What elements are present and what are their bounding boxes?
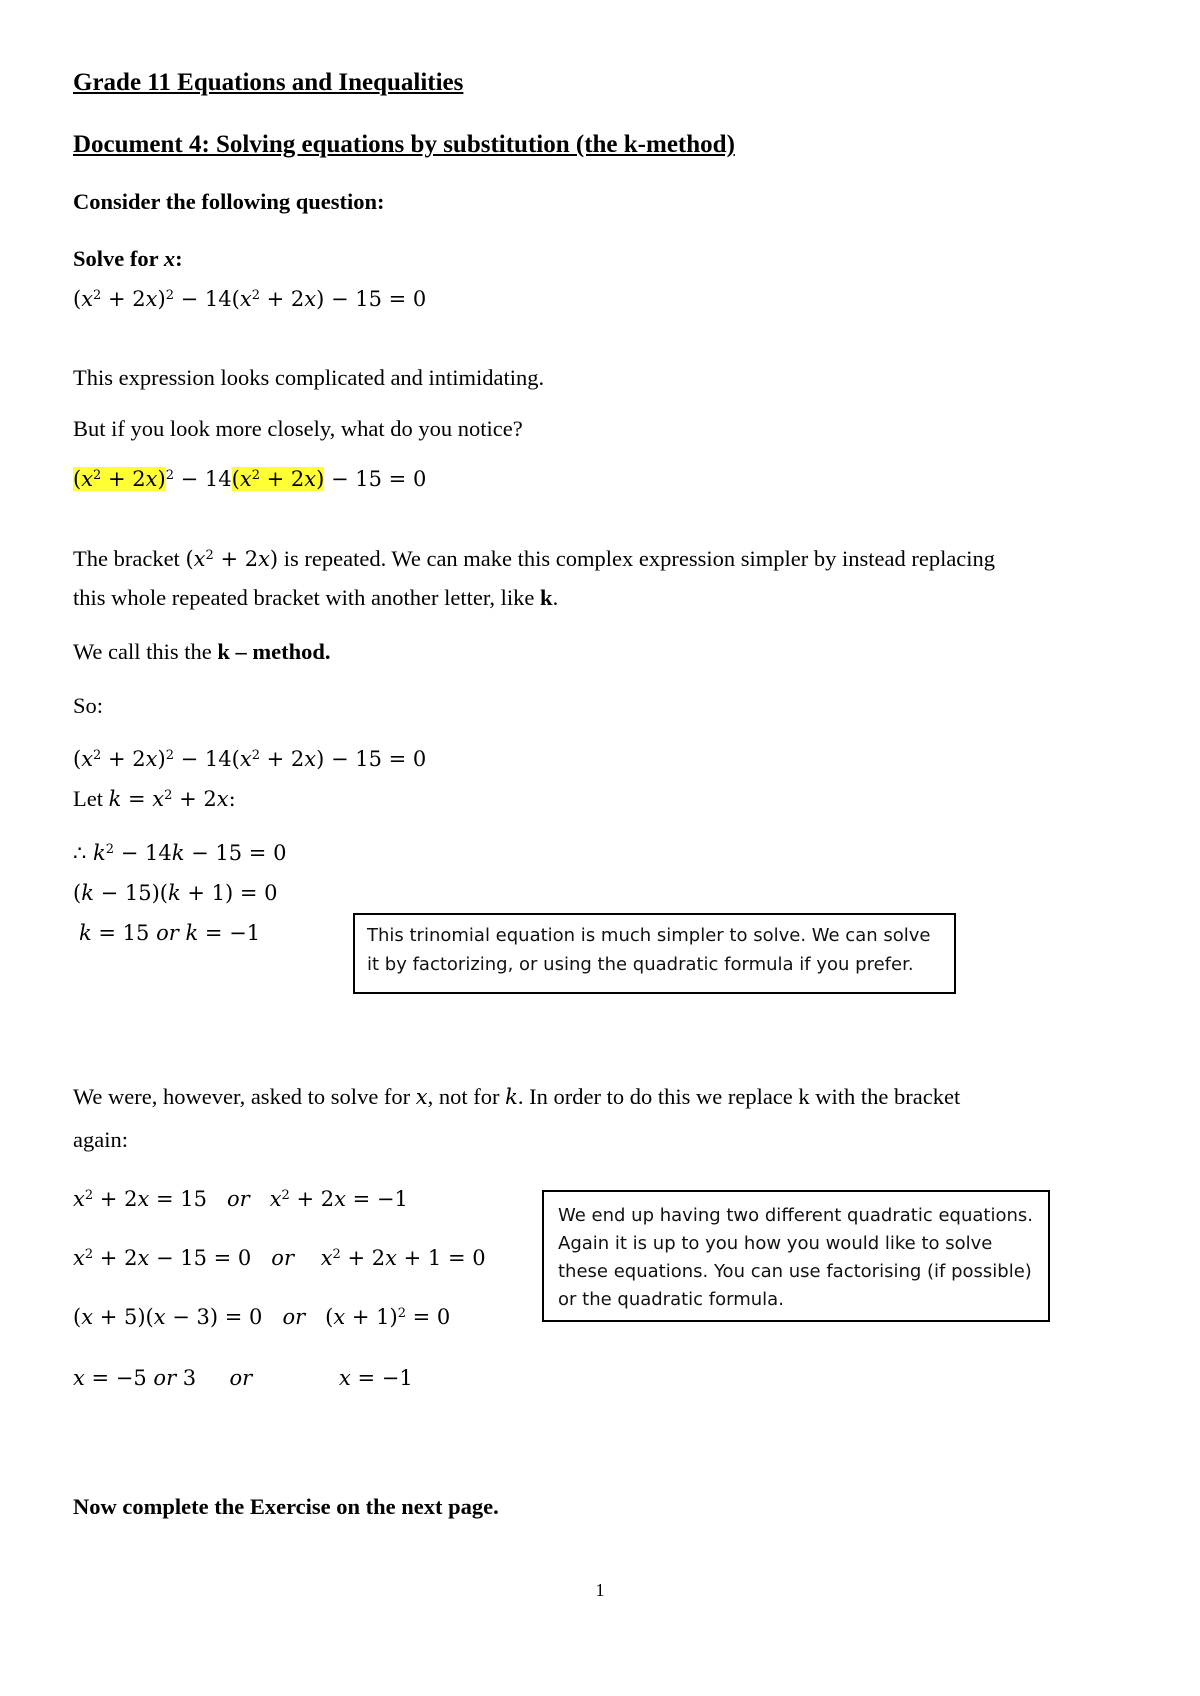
- highlighted-bracket-1: $(x^2 + 2x)$: [73, 467, 166, 491]
- solve-for-line: Solve for x:: [73, 246, 183, 271]
- solve-for-x-text-1: We were, however, asked to solve for x, not for k. In order to do this we replace k with the bracket: [73, 1084, 961, 1109]
- let-substitution: Let $k = x^2 + 2x$:: [73, 786, 236, 811]
- note-box-quadratics: We end up having two different quadratic equations. Again it is up to you how you would like to solve these equations. You can use factorising (if possible) or the quadratic formula.: [542, 1190, 1050, 1322]
- observation-text-1: This expression looks complicated and intimidating.: [73, 365, 545, 390]
- k-method-text: We call this the k – method.: [73, 639, 331, 664]
- k-solutions: k = 15 or k = −1: [79, 921, 261, 945]
- repeated-bracket-text-2: this whole repeated bracket with another letter, like k.: [73, 585, 559, 610]
- x-solutions: x = −5 or 3 or x = −1: [73, 1366, 413, 1390]
- intro-text: Consider the following question:: [73, 189, 385, 214]
- document-title: Grade 11 Equations and Inequalities: [73, 69, 464, 96]
- equation-highlighted: $(x^2 + 2x)^2 - 14(x^2 + 2x) - 15 = 0$: [73, 467, 427, 491]
- k-factorised: (k − 15)(k + 1) = 0: [73, 881, 278, 905]
- highlighted-bracket-2: $(x^2 + 2x)$: [231, 467, 325, 491]
- repeated-bracket-text-1: The bracket $(x^2 + 2x)$ is repeated. We can make this complex expression simpler by instead replacing: [73, 546, 996, 571]
- observation-text-2: But if you look more closely, what do you notice?: [73, 416, 523, 441]
- note-box-trinomial: This trinomial equation is much simpler to solve. We can solve it by factorizing, or using the quadratic formula if you prefer.: [353, 913, 956, 994]
- so-text: So:: [73, 693, 104, 718]
- closing-instruction: Now complete the Exercise on the next page.: [73, 1494, 499, 1519]
- equation-restated: $(x^2 + 2x)^2 - 14(x^2 + 2x) - 15 = 0$: [73, 747, 427, 771]
- solve-for-x-text-2: again:: [73, 1127, 128, 1152]
- x-equations-step-2: $x^2 + 2x - 15 = 0$ or $x^2 + 2x + 1 = 0$: [73, 1246, 486, 1270]
- equation-original: $(x^2 + 2x)^2 - 14(x^2 + 2x) - 15 = 0$: [73, 287, 427, 311]
- k-equation: ∴ $k^2 - 14k - 15 = 0$: [73, 841, 287, 865]
- x-equations-step-1: $x^2 + 2x = 15$ or $x^2 + 2x = -1$: [73, 1187, 408, 1211]
- page-number: 1: [595, 1580, 605, 1600]
- x-equations-step-3: (x + 5)(x − 3) = 0 or $(x + 1)^2 = 0$: [73, 1305, 451, 1329]
- document-subtitle: Document 4: Solving equations by substitution (the k-method): [73, 131, 735, 158]
